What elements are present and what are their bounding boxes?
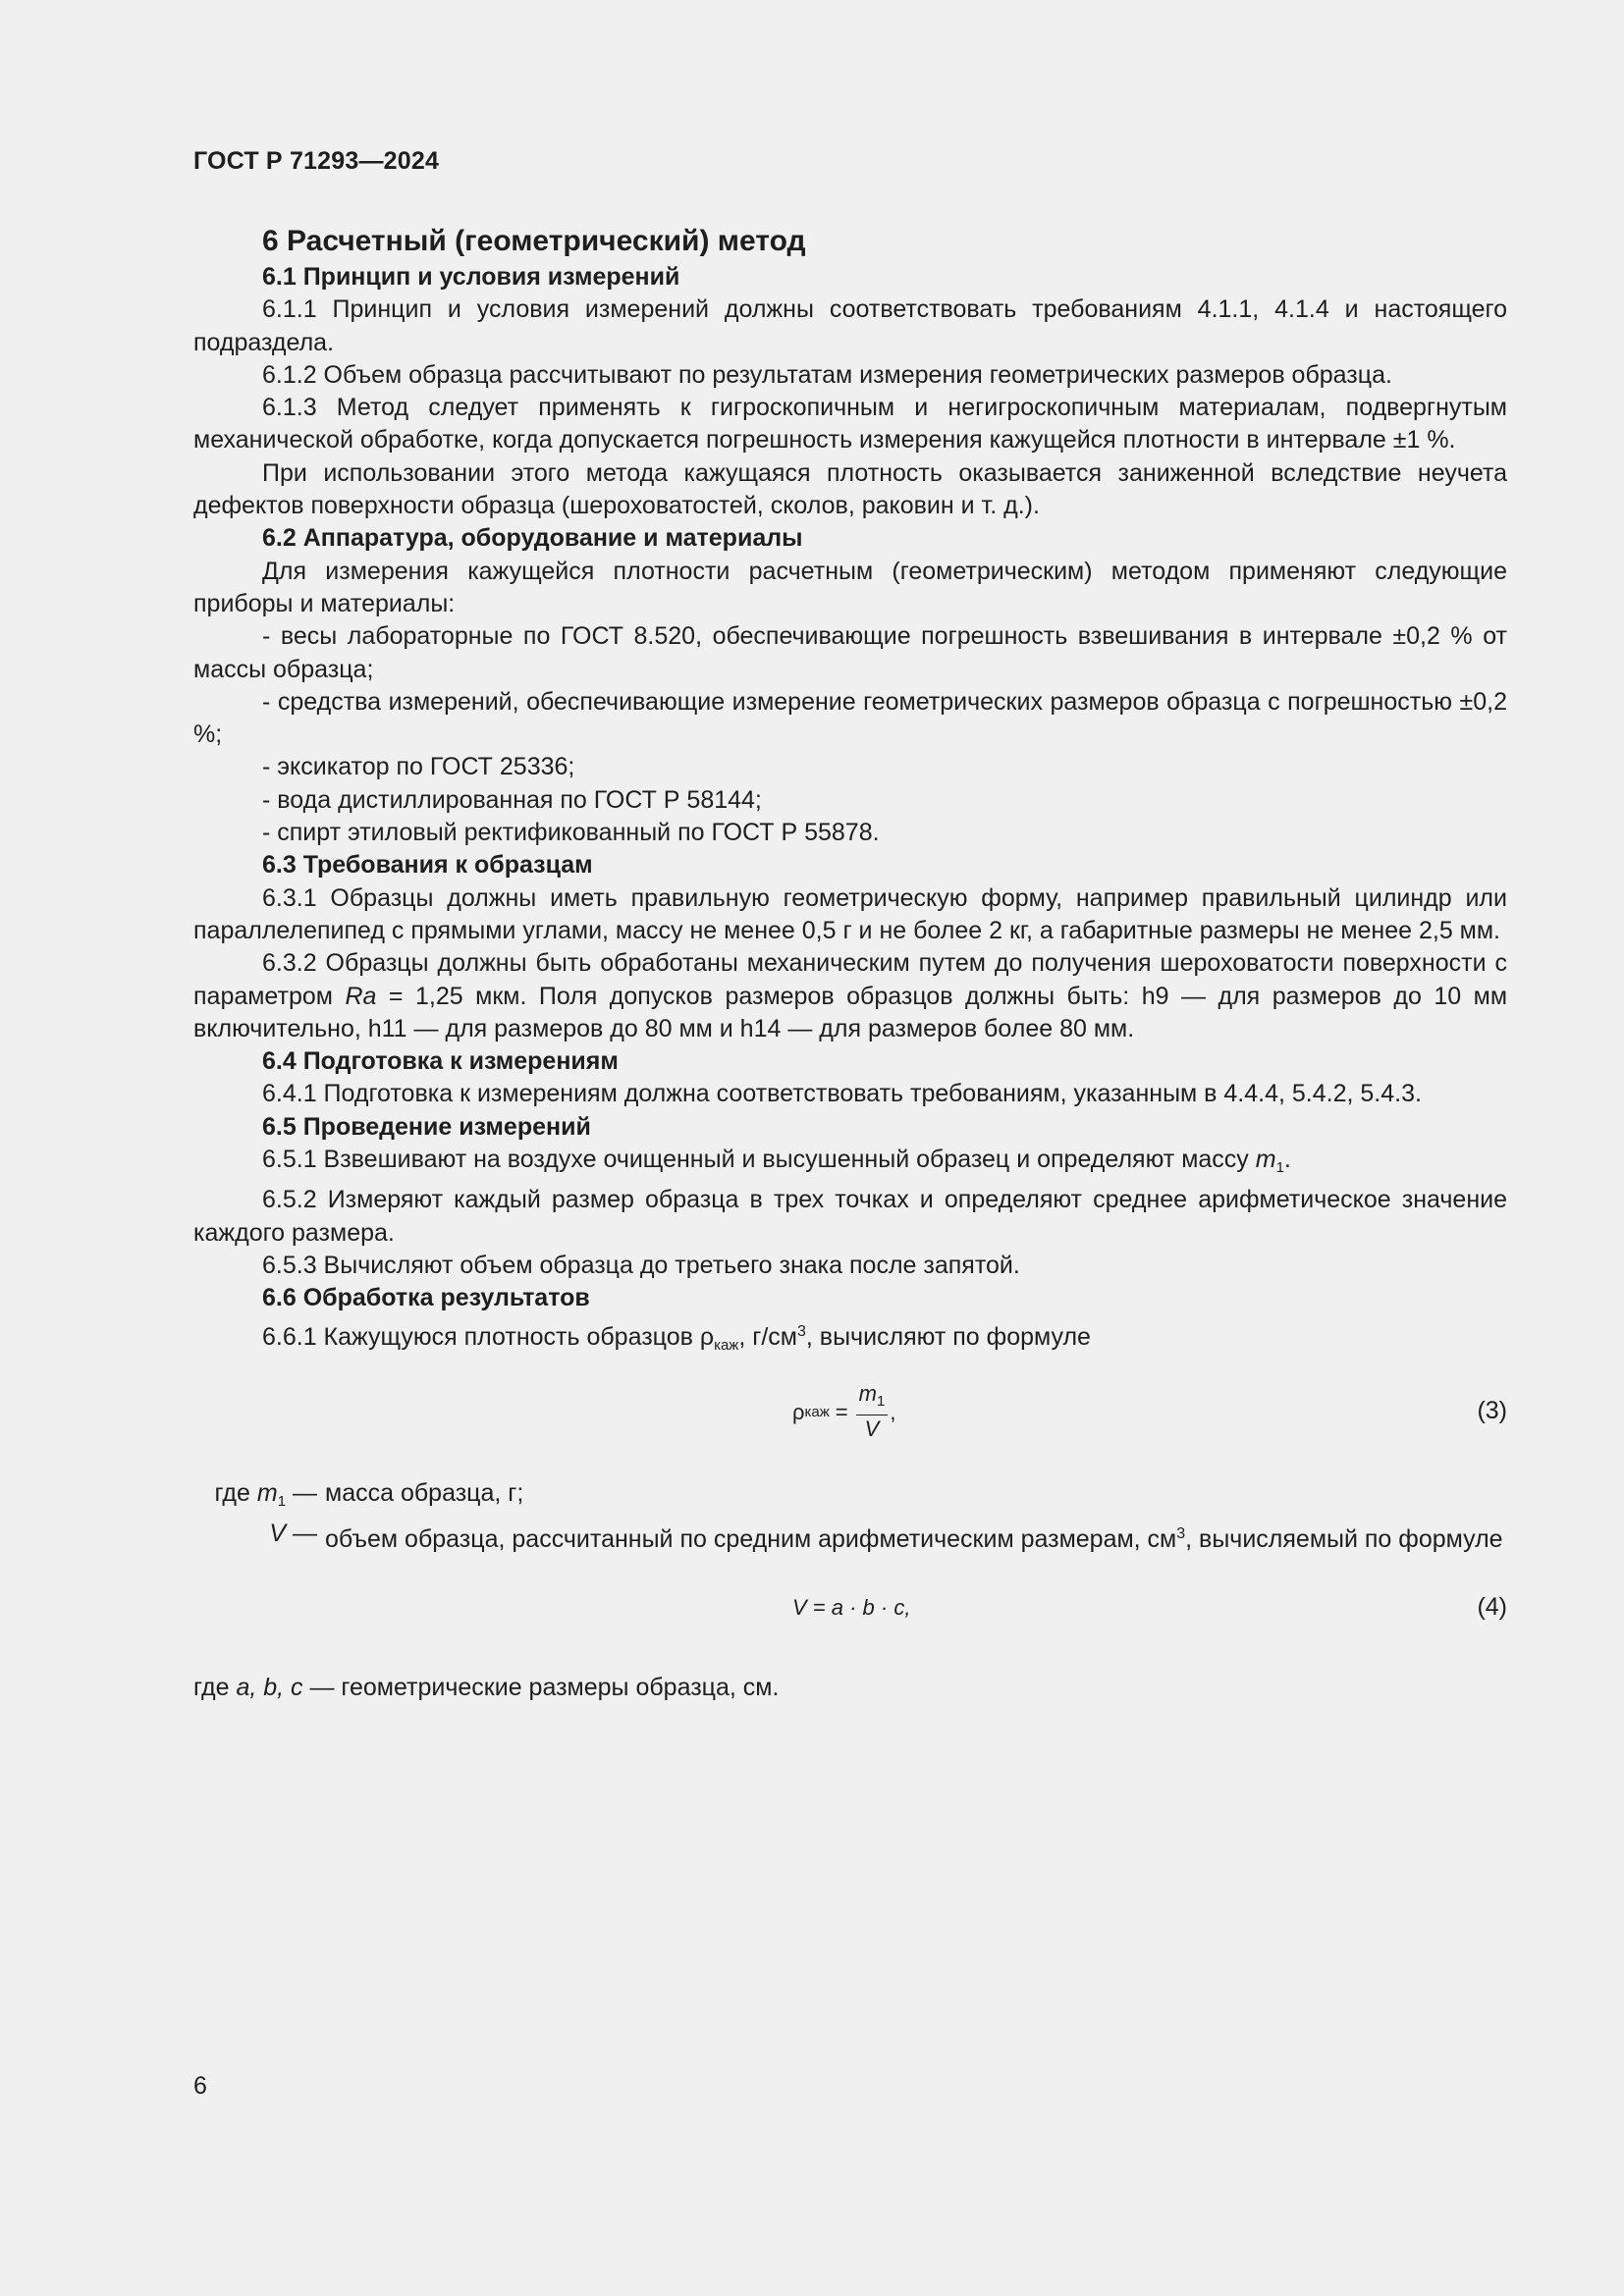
unit-superscript: 3 (797, 1322, 806, 1340)
mass-symbol: m (1255, 1146, 1276, 1174)
density-unit: , г/см (738, 1322, 797, 1351)
where-v-superscript: 3 (1176, 1525, 1186, 1543)
paragraph-6-6-1-text: 6.6.1 Кажущуюся плотность образцов (262, 1322, 700, 1351)
paragraph-6-1-1: 6.1.1 Принцип и условия измерений должны соответствовать требованиям 4.1.1, 4.1.4 и настоящего подраздела. (193, 295, 1507, 356)
paragraph-6-2: Для измерения кажущейся плотности расчетным (геометрическим) методом применяют следующие приборы и материалы: (193, 557, 1507, 617)
where-description: масса образца, г; (325, 1478, 524, 1507)
roughness-parameter: Ra (345, 982, 377, 1010)
density-subscript: каж (714, 1336, 739, 1354)
where-prefix: где (214, 1478, 257, 1507)
paragraph-6-3-1: 6.3.1 Образцы должны иметь правильную геометрическую форму, например правильный цилиндр или параллелепипед с прямыми углами, массу не менее 0,5 г и не более 2 кг, а габаритные размеры не менее 2,5 мм. (193, 883, 1507, 944)
where-symbol-sub: 1 (277, 1492, 287, 1510)
paragraph-6-3-2-part-b: = 1,25 мкм. Поля допусков размеров образцов должны быть: h9 — для размеров до 10 мм включительно, h11 — для размеров до 80 мм и h14 — для размеров более 80 мм. (193, 982, 1508, 1042)
subsection-6-5-title: 6.5 Проведение измерений (262, 1112, 591, 1141)
list-item: - вода дистиллированная по ГОСТ Р 58144; (262, 785, 762, 814)
where-abc-prefix: где (193, 1674, 237, 1702)
formula-4 (193, 1570, 1507, 1654)
document-code-header: ГОСТ Р 71293—2024 (193, 147, 440, 175)
paragraph-6-5-1-end: . (1283, 1146, 1291, 1174)
fraction-numerator (856, 1381, 889, 1415)
subsection-6-2-title: 6.2 Аппаратура, оборудование и материалы (262, 524, 803, 553)
paragraph-6-3-2 (193, 947, 1507, 1045)
where-symbol-v: V (269, 1520, 287, 1548)
subsection-6-1-title: 6.1 Принцип и условия измерений (262, 263, 680, 291)
where-item-m1 (193, 1477, 1507, 1518)
formula-4-expression: V = a · b · c, (792, 1595, 911, 1621)
section-6-title: 6 Расчетный (геометрический) метод (262, 225, 806, 257)
where-label (193, 1518, 325, 1556)
paragraph-6-1-3-note: При использовании этого метода кажущаяся плотность оказывается заниженной вследствие неучета дефектов поверхности образца (шероховатостей, сколов, раковин и т. д.). (193, 458, 1507, 520)
fraction-denominator: V (864, 1415, 880, 1441)
where-v-text-end: , вычисляемый по формуле (1185, 1525, 1503, 1554)
where-abc-text: — геометрические размеры образца, см. (302, 1674, 780, 1702)
paragraph-6-6-1 (193, 1315, 1507, 1362)
where-v-text: объем образца, рассчитанный по средним арифметическим размерам, см (325, 1525, 1177, 1554)
formula-equals: = (835, 1399, 848, 1424)
paragraph-6-3-2-part-a: 6.3.2 Образцы должны быть обработаны механическим путем до получения шероховатости поверхности с параметром (193, 949, 1507, 1010)
where-description (325, 1518, 1507, 1556)
paragraph-6-6-1-end: , вычисляют по формуле (805, 1322, 1091, 1351)
where-dash: — (286, 1520, 317, 1548)
formula-3 (193, 1375, 1507, 1460)
formula-rho: ρ (792, 1399, 805, 1424)
numerator-subscript: 1 (876, 1392, 886, 1410)
formula-fraction (856, 1381, 889, 1443)
where-symbol-m: m (256, 1478, 278, 1507)
list-item: - спирт этиловый ректификованный по ГОСТ Р 55878. (262, 819, 880, 847)
paragraph-6-5-1-text: 6.5.1 Взвешивают на воздухе очищенный и высушенный образец и определяют массу (262, 1146, 1256, 1174)
paragraph-6-1-2: 6.1.2 Объем образца рассчитывают по результатам измерения геометрических размеров образца. (262, 360, 1392, 389)
page-number: 6 (193, 2072, 207, 2100)
paragraph-6-5-3: 6.5.3 Вычисляют объем образца до третьего знака после запятой. (262, 1251, 1020, 1279)
formula-3-expression (792, 1381, 895, 1443)
density-symbol: ρ (699, 1322, 715, 1351)
formula-4-number: (4) (1477, 1593, 1507, 1622)
paragraph-6-5-1 (193, 1144, 1507, 1184)
subsection-6-3-title: 6.3 Требования к образцам (262, 851, 593, 880)
subsection-6-4-title: 6.4 Подготовка к измерениям (262, 1047, 619, 1076)
where-abc (193, 1672, 1507, 1704)
list-item: - весы лабораторные по ГОСТ 8.520, обеспечивающие погрешность взвешивания в интервале ±0,2 % от массы образца; (193, 622, 1507, 683)
list-item: - эксикатор по ГОСТ 25336; (262, 753, 575, 781)
paragraph-6-1-3: 6.1.3 Метод следует применять к гигроскопичным и негигроскопичным материалам, подвергнутым механической обработке, когда допускается погрешность измерения кажущейся плотности в интервале ±1 %. (193, 394, 1507, 454)
where-abc-symbols: a, b, c (236, 1674, 303, 1702)
subsection-6-6-title: 6.6 Обработка результатов (262, 1284, 590, 1312)
where-item-v (193, 1518, 1507, 1556)
document-body (193, 222, 1507, 1705)
paragraph-6-5-2: 6.5.2 Измеряют каждый размер образца в трех точках и определяют среднее арифметическое значение каждого размера. (193, 1186, 1507, 1247)
formula-3-number: (3) (1477, 1396, 1507, 1424)
where-dash: — (286, 1478, 317, 1507)
formula-rho-subscript: каж (804, 1403, 830, 1420)
numerator-m: m (858, 1380, 877, 1406)
mass-subscript: 1 (1275, 1159, 1284, 1177)
formula-comma: , (890, 1399, 896, 1424)
list-item: - средства измерений, обеспечивающие измерение геометрических размеров образца с погрешностью ±0,2 %; (193, 687, 1507, 749)
paragraph-6-4-1: 6.4.1 Подготовка к измерениям должна соответствовать требованиям, указанным в 4.4.4, 5.4.2, 5.4.3. (262, 1080, 1422, 1108)
where-label (193, 1477, 325, 1518)
